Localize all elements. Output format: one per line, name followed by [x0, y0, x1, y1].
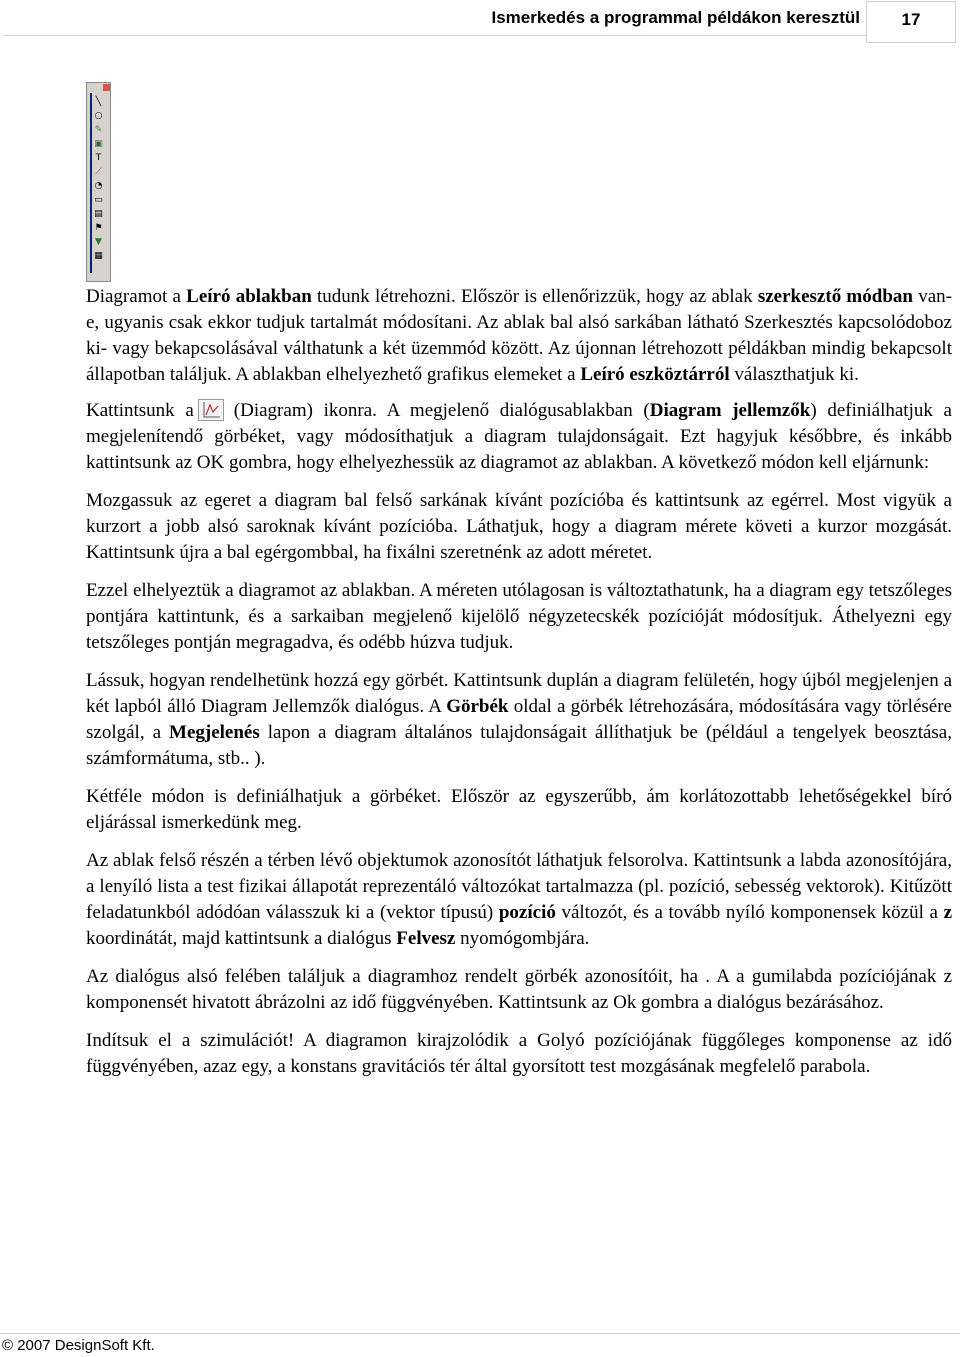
paragraph-add-curve: Lássuk, hogyan rendelhetünk hozzá egy görbét. Kattintsunk duplán a diagram felületén, hogy újból megjelenjen a két lapból álló Diagram Jellemzők dialógus. A Görbék oldal a görbék létrehozására, módosítására vagy törlésére szolgál, a Megjelenés lapon a diagram általános tulajdonságait állíthatjuk be (például a tengelyek beosztása, számformátuma, stb.. ). [86, 670, 952, 769]
paragraph-objects: Az ablak felső részén a térben lévő objektumok azonosítót láthatjuk felsorolva. Kattintsunk a labda azonosítójára, a lenyíló lista a test fizikai állapotát reprezentáló változókat tartalmazza (pl. pozíció, sebesség vektorok). Kitűzött feladatunkból adódóan válasszuk ki a (vektor típusú) pozíció változót, és a tovább nyíló komponensek közül a z koordinátát, majd kattintsunk a dialógus Felvesz nyomógombjára. [86, 850, 952, 949]
label-icon[interactable]: ▭ [94, 195, 103, 205]
text-icon[interactable]: T [95, 153, 102, 163]
paragraph-simulation: Indítsuk el a szimulációt! A diagramon kirajzolódik a Golyó pozíciójának függőleges komponense az idő függvényében, azaz egy, a konstans gravitációs tér által gyorsított test mozgásának megfelelő parabola. [86, 1030, 952, 1077]
paragraph-two-ways: Kétféle módon is definiálhatjuk a görbéket. Először az egyszerűbb, ám korlátozottabb lehetőségekkel bíró eljárással ismerkedünk meg. [86, 786, 952, 833]
pencil-icon[interactable]: ✎ [94, 125, 103, 135]
tool-icon[interactable]: ▦ [94, 251, 103, 261]
page-header [0, 0, 960, 44]
diagram-icon[interactable] [198, 399, 224, 421]
header-rule [4, 35, 866, 36]
page-number: 17 [901, 10, 921, 29]
image-icon[interactable]: ▣ [94, 139, 103, 149]
paragraph-dialog-bottom: Az dialógus alsó felében találjuk a diagramhoz rendelt görbék azonosítóit, ha . A a gumilabda pozíciójának z komponensét hivatott ábrázolni az idő függvényében. Kattintsunk az Ok gombra a dialógus bezárásához. [86, 966, 952, 1013]
line-icon[interactable]: ╲ [95, 97, 102, 107]
ellipse-icon[interactable]: ○ [94, 111, 103, 121]
paragraph-placed: Ezzel elhelyeztük a diagramot az ablakban. A méreten utólagosan is változtathatunk, ha a diagram egy tetszőleges pontjára kattintunk, és a sarkaiban megjelenő kijelölő négyzetecskék pozícióját módosítjuk. Áthelyezni egy tetszőleges pontján megragadva, és odébb húzva tudjuk. [86, 580, 952, 653]
table-icon[interactable]: ▼ [95, 237, 102, 247]
paragraph-diagram-icon: Kattintsunk a (Diagram) ikonra. A megjelenő dialógusablakban (Diagram jellemzők) definiálhatjuk a megjelenítendő görbéket, vagy módosíthatjuk a diagram tulajdonságait. Ezt hagyjuk későbbre, és inkább kattintsunk az OK gombra, hogy elhelyezhessük az diagramot az ablakban. A következő módon kell eljárnunk: [86, 400, 952, 473]
control-icon[interactable]: ▤ [94, 209, 103, 219]
close-icon[interactable] [103, 84, 110, 91]
leiro-toolbar [86, 82, 111, 282]
paragraph-leiro: Diagramot a Leíró ablakban tudunk létrehozni. Először is ellenőrizzük, hogy az ablak szerkesztő módban van-e, ugyanis csak ekkor tudjuk tartalmát módosítani. Az ablak bal alsó sarkában látható Szerkesztés kapcsolódoboz ki- vagy bekapcsolásával válthatunk a két üzemmód között. Az újonnan létrehozott példákban mindig bekapcsolt állapotban találjuk. A ablakban elhelyezhető grafikus elemeket a Leíró eszköztárról választhatjuk ki. [86, 286, 952, 385]
meter-icon[interactable]: ◔ [94, 181, 103, 191]
flag-icon[interactable]: ⚑ [94, 223, 103, 233]
paragraph-move-mouse: Mozgassuk az egeret a diagram bal felső sarkának kívánt pozícióba és kattintsunk az egérrel. Most vigyük a kurzort a jobb alsó saroknak kívánt pozícióba. Láthatjuk, hogy a diagram mérete követi a kurzor mozgását. Kattintsunk újra a bal egérgombbal, ha fixálni szeretnénk az adott méretet. [86, 490, 952, 563]
footer-rule [0, 1333, 960, 1334]
diagram-icon[interactable]: ⟋ [95, 167, 102, 177]
footer-copyright: © 2007 DesignSoft Kft. [2, 1337, 155, 1354]
page-body [86, 284, 952, 1092]
header-title: Ismerkedés a programmal példákon keresztül [491, 8, 860, 27]
page-number-box [866, 1, 956, 43]
